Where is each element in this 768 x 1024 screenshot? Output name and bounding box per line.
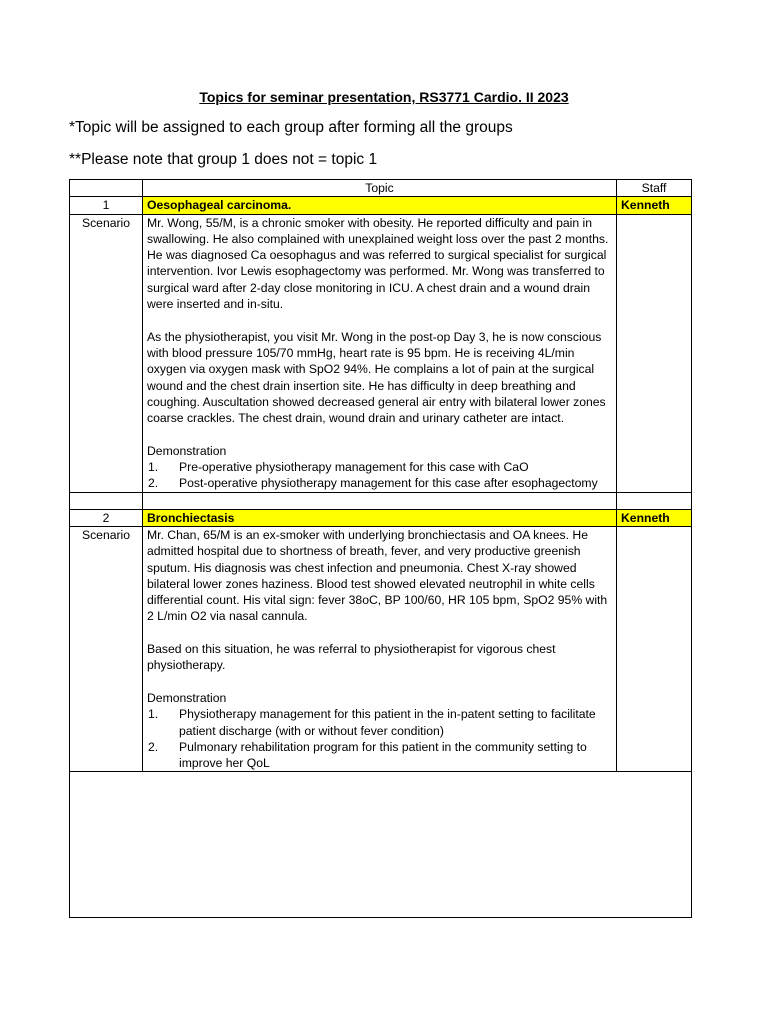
header-topic: Topic	[143, 180, 617, 197]
spacer-cell	[70, 492, 143, 509]
scenario-staff-cell	[617, 526, 692, 771]
topic-staff: Kenneth	[617, 197, 692, 214]
topics-table	[69, 179, 692, 918]
topic-name: Bronchiectasis	[143, 509, 617, 526]
demonstration-label: Demonstration	[147, 443, 227, 458]
header-staff: Staff	[617, 180, 692, 197]
topic-staff: Kenneth	[617, 509, 692, 526]
assignment-note: *Topic will be assigned to each group after forming all the groups	[69, 119, 513, 136]
spacer-row	[70, 492, 692, 509]
empty-cell	[70, 772, 692, 918]
scenario-paragraph: Mr. Chan, 65/M is an ex-smoker with underlying bronchiectasis and OA knees. He admitted hospital due to shortness of breath, fever, and very productive greenish sputum. His diagnosis was chest infection and pneumonia. Chest X-ray showed bilateral lower zones haziness. Blood test showed elevated neutrophil in white cells differential count. His vital sign: fever 38oC, BP 100/60, HR 105 bpm, SpO2 95% with 2 L/min O2 via nasal cannula.	[147, 527, 608, 624]
demonstration-item	[147, 475, 612, 491]
demonstration-item-text: Pre-operative physiotherapy management for this case with CaO	[179, 460, 529, 475]
demonstration-item-text: Post-operative physiotherapy management for this case after esophagectomy	[179, 476, 598, 491]
topic-row-2	[70, 509, 692, 526]
topic-name: Oesophageal carcinoma.	[143, 197, 617, 214]
scenario-paragraph: Mr. Wong, 55/M, is a chronic smoker with obesity. He reported difficulty and pain in swallowing. He also complained with unexplained weight loss over the past 2 months. He was diagnosed Ca oesophagus and was referred to surgical specialist for surgical intervention. Ivor Lewis esophagectomy was performed. Mr. Wong was transferred to surgical ward after 2-day close monitoring in ICU. A chest drain and a wound drain were inserted and in-situ.	[147, 215, 609, 312]
demonstration-list	[147, 706, 612, 771]
scenario-content	[143, 526, 617, 771]
demonstration-item	[147, 739, 612, 772]
demonstration-item	[147, 459, 612, 475]
demonstration-item-number: 2.	[148, 739, 159, 754]
empty-row	[70, 772, 692, 918]
scenario-label: Scenario	[70, 214, 143, 492]
demonstration-label: Demonstration	[147, 690, 227, 705]
demonstration-item	[147, 706, 612, 739]
scenario-staff-cell	[617, 214, 692, 492]
demonstration-item-text: Physiotherapy management for this patient in the in-patent setting to facilitate patient discharge (with or without fever condition)	[179, 707, 596, 738]
demonstration-item-number: 1.	[148, 707, 159, 722]
spacer-cell	[143, 492, 617, 509]
scenario-row-1	[70, 214, 692, 492]
topic-number: 2	[70, 509, 143, 526]
scenario-paragraph: Based on this situation, he was referral to physiotherapist for vigorous chest physiotherapy.	[147, 642, 556, 673]
table-header-row	[70, 180, 692, 197]
document-title: Topics for seminar presentation, RS3771 Cardio. II 2023	[199, 89, 569, 105]
demonstration-item-number: 1.	[148, 460, 159, 475]
topic-row-1	[70, 197, 692, 214]
scenario-paragraph: As the physiotherapist, you visit Mr. Wong in the post-op Day 3, he is now conscious with blood pressure 105/70 mmHg, heart rate is 95 bpm. He is receiving 4L/min oxygen via oxygen mask with SpO2 94%. He complains a lot of pain at the surgical wound and the chest drain insertion site. He has difficulty in deep breathing and coughing. Auscultation showed decreased general air entry with bilateral lower zones coarse crackles. The chest drain, wound drain and urinary catheter are intact.	[147, 329, 606, 426]
group-note: **Please note that group 1 does not = topic 1	[69, 151, 378, 168]
topic-number: 1	[70, 197, 143, 214]
scenario-label: Scenario	[70, 526, 143, 771]
demonstration-list	[147, 459, 612, 492]
demonstration-item-text: Pulmonary rehabilitation program for this patient in the community setting to improve her QoL	[179, 739, 587, 771]
scenario-content	[143, 214, 617, 492]
demonstration-item-number: 2.	[148, 476, 159, 491]
scenario-row-2	[70, 526, 692, 771]
header-number	[70, 180, 143, 197]
spacer-cell	[617, 492, 692, 509]
